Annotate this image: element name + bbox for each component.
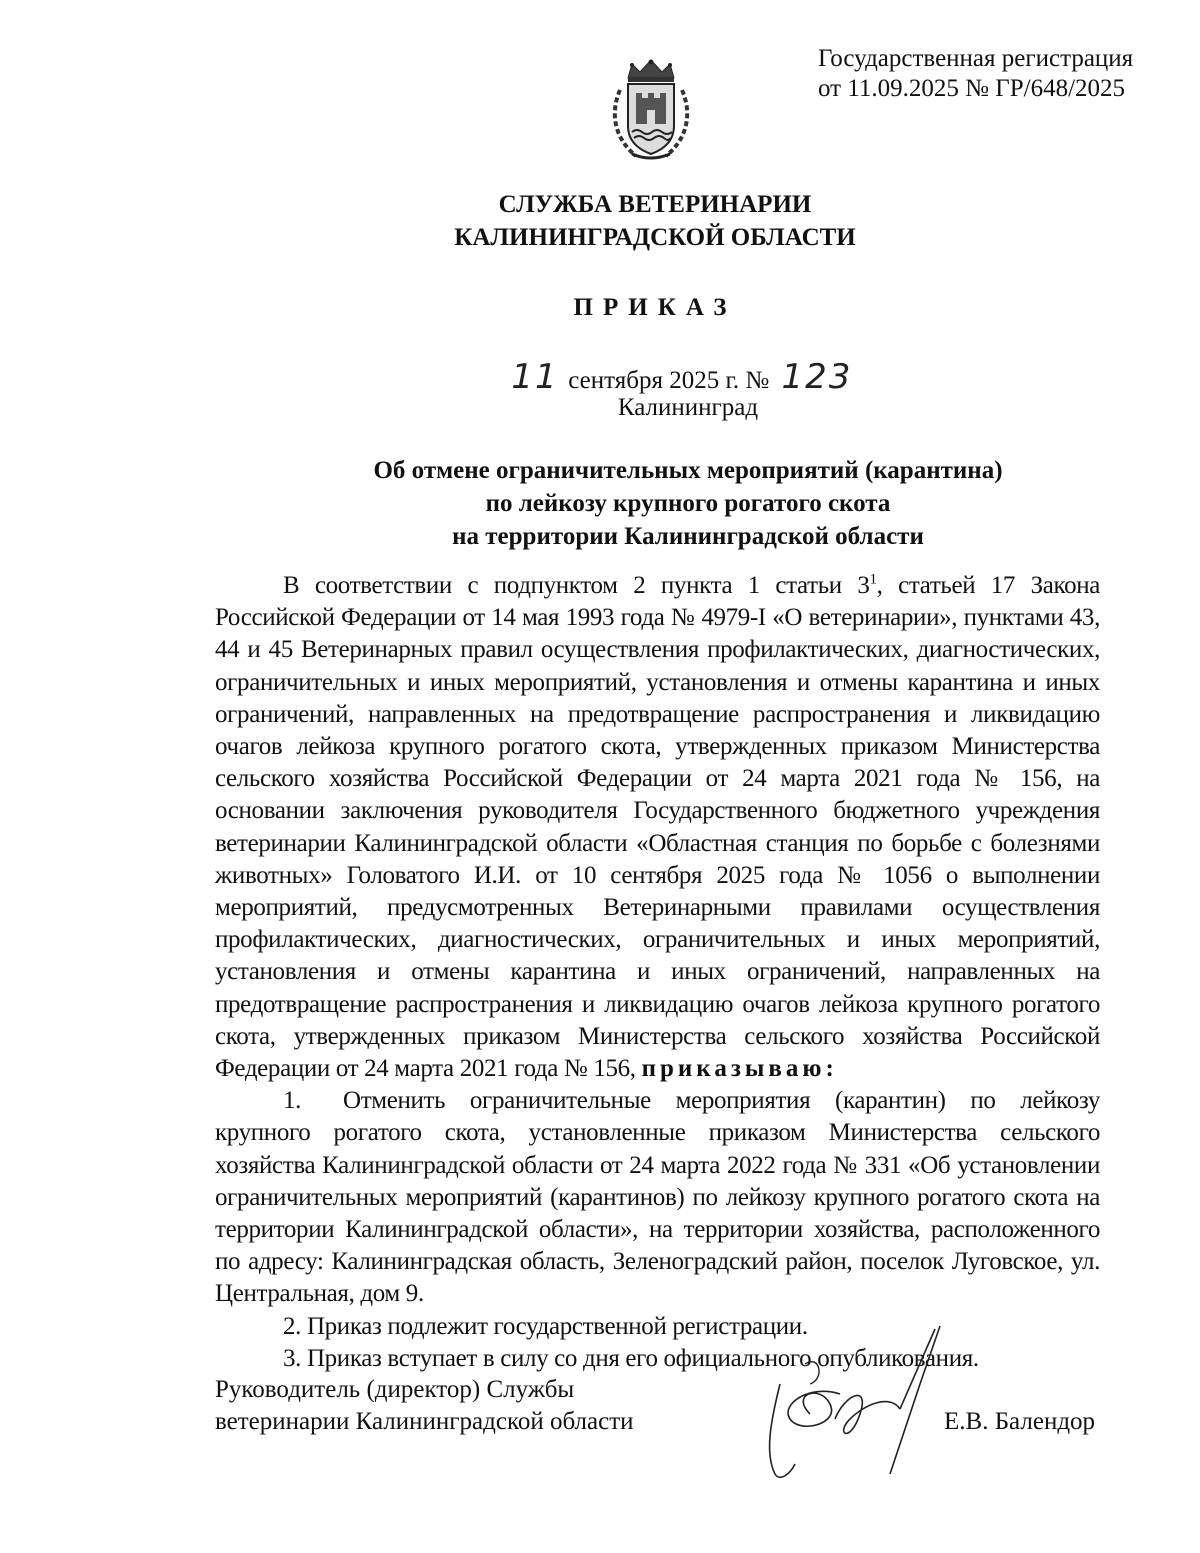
authority-line-2: КАЛИНИНГРАДСКОЙ ОБЛАСТИ (454, 224, 856, 251)
order-item-1-text: Отменить ограничительные мероприятия (карантин) по лейкозу крупного рогатого скота, установленные приказом Министерства сельского хозяйства Калининградской области от 24 марта 2022 года № 331 «Об установлении ограничительных мероприятий (карантинов) по лейкозу крупного рогатого скота на территории Калининградской области», на территории хозяйства, расположенного по адресу: Калининградская область, Зеленоградский район, поселок Луговское, ул. Центральная, дом 9. (215, 1087, 1100, 1308)
registration-line-1: Государственная регистрация (818, 45, 1134, 72)
coat-of-arms-icon (606, 58, 696, 162)
preamble-start: В соответствии с подпунктом 2 пункта 1 статьи 3 (283, 572, 870, 599)
registration-line-2: от 11.09.2025 № ГР/648/2025 (818, 75, 1126, 102)
title-line-1: Об отмене ограничительных мероприятий (карантина) (373, 457, 1003, 484)
document-type: ПРИКАЗ (573, 294, 737, 321)
preamble-rest: , статьей 17 Закона Российской Федерации от 14 мая 1993 года № 4979-I «О ветеринарии», пунктами 43, 44 и 45 Ветеринарных правил осуществления профилактических, диагностических, ограничительных и иных мероприятий, установления и отмены карантина и иных ограничений, направленных на предотвращение распространения и ликвидацию очагов лейкоза крупного рогатого скота, утвержденных приказом Министерства сельского хозяйства Российской Федерации от 24 марта 2021 года № 156, на основании заключения руководителя Государственного бюджетного учреждения ветеринарии Калининградской области «Областная станция по борьбе с болезнями животных» Головатого И.И. от 10 сентября 2025 года № 1056 о выполнении мероприятий, предусмотренных Ветеринарными правилами осуществления профилактических, диагностических, ограничительных и иных мероприятий, установления и отмены карантина и иных ограничений, направленных на предотвращение распространения и ликвидацию очагов лейкоза крупного рогатого скота, утвержденных приказом Министерства сельского хозяйства Российской Федерации от 24 марта 2021 года № 156, (215, 572, 1101, 1083)
signatory-title-line-1: Руководитель (директор) Службы (215, 1376, 575, 1403)
title-line-2: по лейкозу крупного рогатого скота (485, 490, 891, 517)
order-item-3: 3. Приказ вступает в силу со дня его официального опубликования. (283, 1344, 979, 1372)
registration-stamp (818, 44, 1133, 104)
handwritten-number: 123 (781, 357, 853, 397)
city: Калининград (617, 394, 759, 421)
preamble-superscript: 1 (869, 571, 877, 588)
signatory-title-line-2: ветеринарии Калининградской области (215, 1408, 634, 1435)
document-body (215, 570, 1100, 1375)
authority-name (0, 188, 1200, 254)
signatory-name: Е.В. Балендор (944, 1408, 1096, 1435)
order-word: приказываю: (641, 1055, 838, 1083)
handwritten-day: 11 (511, 357, 559, 397)
order-item-1-number: 1. (283, 1087, 302, 1115)
title-line-3: на территории Калининградской области (452, 523, 924, 550)
authority-line-1: СЛУЖБА ВЕТЕРИНАРИИ (498, 191, 812, 218)
document-title (0, 454, 1200, 553)
order-item-2: 2. Приказ подлежит государственной регистрации. (283, 1312, 808, 1340)
order-item-1 (215, 1085, 1100, 1310)
preamble-paragraph (215, 570, 1100, 1085)
handwritten-signature-icon (750, 1324, 950, 1494)
signatory-title (215, 1374, 634, 1438)
date-month-year: сентября 2025 г. № (568, 367, 770, 394)
